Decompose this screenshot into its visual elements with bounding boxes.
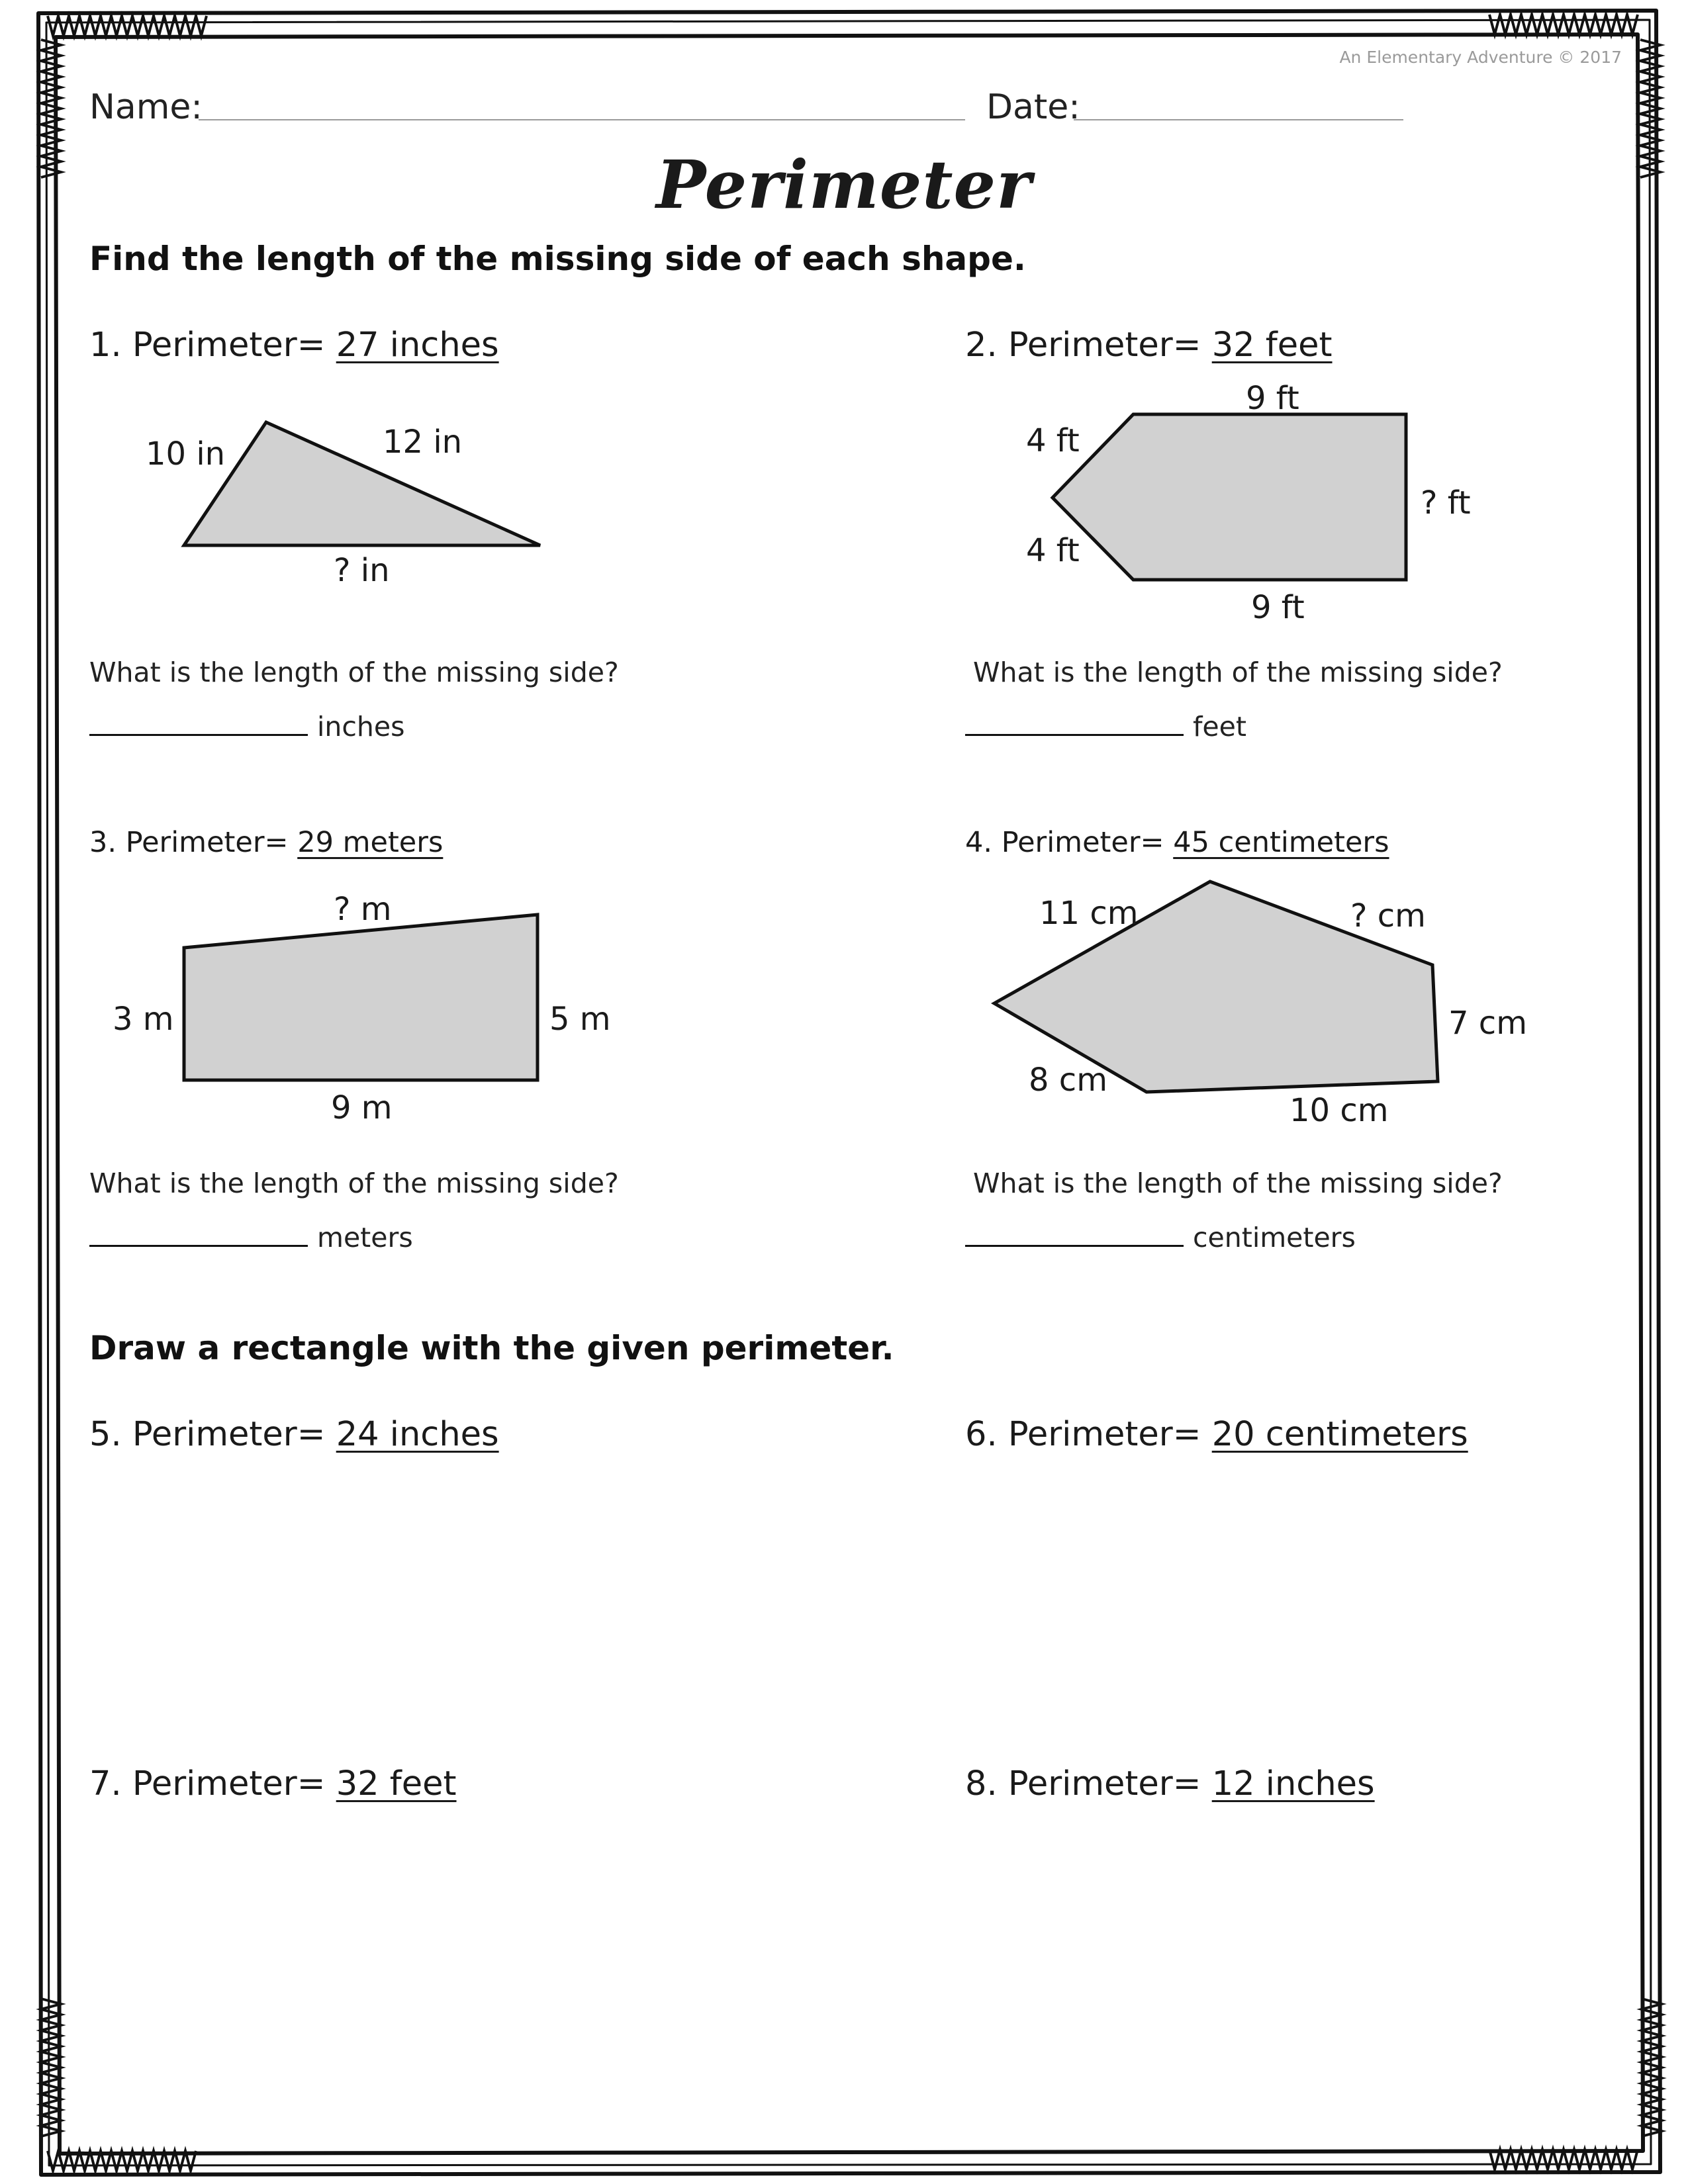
side-label: 5 m	[549, 1001, 611, 1038]
side-label: 4 ft	[1026, 532, 1080, 569]
problem-number: 7.	[89, 1764, 122, 1803]
side-label: 8 cm	[1029, 1062, 1107, 1099]
date-label: Date:	[986, 87, 1080, 127]
problem-number: 2.	[965, 326, 998, 365]
answer-blank[interactable]	[89, 734, 308, 736]
perimeter-label: Perimeter=	[1008, 1764, 1201, 1803]
side-label: ? cm	[1350, 897, 1426, 934]
problem-7-perimeter	[89, 1764, 457, 1803]
perimeter-label: Perimeter=	[1008, 326, 1201, 365]
drawing-area-8[interactable]	[965, 1832, 1627, 2110]
problem-2-perimeter	[965, 326, 1333, 365]
perimeter-value: 32 feet	[336, 1764, 457, 1803]
problem-number: 8.	[965, 1764, 998, 1803]
side-label: 9 ft	[1246, 380, 1299, 417]
problem-3-perimeter	[89, 826, 443, 859]
problem-4-answer	[965, 1222, 1356, 1253]
side-label: ? m	[334, 891, 392, 928]
problem-2-answer	[965, 711, 1246, 743]
problem-1-answer	[89, 711, 405, 743]
perimeter-value: 29 meters	[297, 826, 444, 859]
side-label: 11 cm	[1039, 895, 1139, 932]
answer-unit: inches	[317, 711, 405, 743]
problem-3-answer	[89, 1222, 413, 1253]
problem-2-question: What is the length of the missing side?	[973, 657, 1503, 688]
side-label: ? in	[334, 552, 390, 589]
trapezoid-shape	[184, 915, 538, 1080]
problem-8-perimeter	[965, 1764, 1375, 1803]
answer-unit: centimeters	[1193, 1222, 1356, 1253]
answer-blank[interactable]	[965, 1245, 1184, 1247]
answer-blank[interactable]	[965, 734, 1184, 736]
side-label: 3 m	[113, 1001, 174, 1038]
problem-number: 5.	[89, 1415, 122, 1454]
name-label: Name:	[89, 87, 203, 127]
side-label: 10 in	[146, 435, 226, 473]
perimeter-label: Perimeter=	[1008, 1415, 1201, 1454]
side-label: 4 ft	[1026, 422, 1080, 459]
side-label: 7 cm	[1448, 1005, 1527, 1042]
problem-number: 4.	[965, 826, 993, 859]
perimeter-label: Perimeter=	[1001, 826, 1164, 859]
problem-5-perimeter	[89, 1415, 499, 1454]
perimeter-value: 45 centimeters	[1173, 826, 1389, 859]
problem-number: 6.	[965, 1415, 998, 1454]
perimeter-value: 24 inches	[336, 1415, 499, 1454]
perimeter-label: Perimeter=	[132, 326, 326, 365]
perimeter-label: Perimeter=	[132, 1415, 326, 1454]
perimeter-value: 27 inches	[336, 326, 499, 365]
triangle-shape	[184, 422, 540, 545]
perimeter-value: 12 inches	[1211, 1764, 1375, 1803]
answer-blank[interactable]	[89, 1245, 308, 1247]
perimeter-value: 32 feet	[1211, 326, 1333, 365]
drawing-area-7[interactable]	[89, 1832, 884, 2110]
drawing-area-5[interactable]	[89, 1482, 884, 1734]
side-label: ? ft	[1421, 484, 1471, 522]
perimeter-label: Perimeter=	[125, 826, 289, 859]
problem-3-question: What is the length of the missing side?	[89, 1167, 619, 1199]
problem-4-perimeter	[965, 826, 1389, 859]
perimeter-value: 20 centimeters	[1211, 1415, 1468, 1454]
perimeter-label: Perimeter=	[132, 1764, 326, 1803]
side-label: 9 m	[331, 1089, 393, 1126]
section1-instruction: Find the length of the missing side of each shape.	[89, 240, 1026, 278]
answer-unit: feet	[1193, 711, 1246, 743]
side-label: 9 ft	[1251, 589, 1305, 626]
answer-unit: meters	[317, 1222, 413, 1253]
problem-1-question: What is the length of the missing side?	[89, 657, 619, 688]
problem-number: 3.	[89, 826, 117, 859]
pentagon-shape	[1053, 414, 1406, 580]
problem-6-perimeter	[965, 1415, 1468, 1454]
section2-instruction: Draw a rectangle with the given perimeter.	[89, 1329, 894, 1367]
side-label: 10 cm	[1289, 1092, 1389, 1129]
problem-number: 1.	[89, 326, 122, 365]
copyright-text: An Elementary Adventure © 2017	[1339, 48, 1622, 67]
page-title: Perimeter	[656, 146, 1032, 224]
problem-4-question: What is the length of the missing side?	[973, 1167, 1503, 1199]
side-label: 12 in	[383, 424, 463, 461]
drawing-area-6[interactable]	[965, 1482, 1627, 1734]
